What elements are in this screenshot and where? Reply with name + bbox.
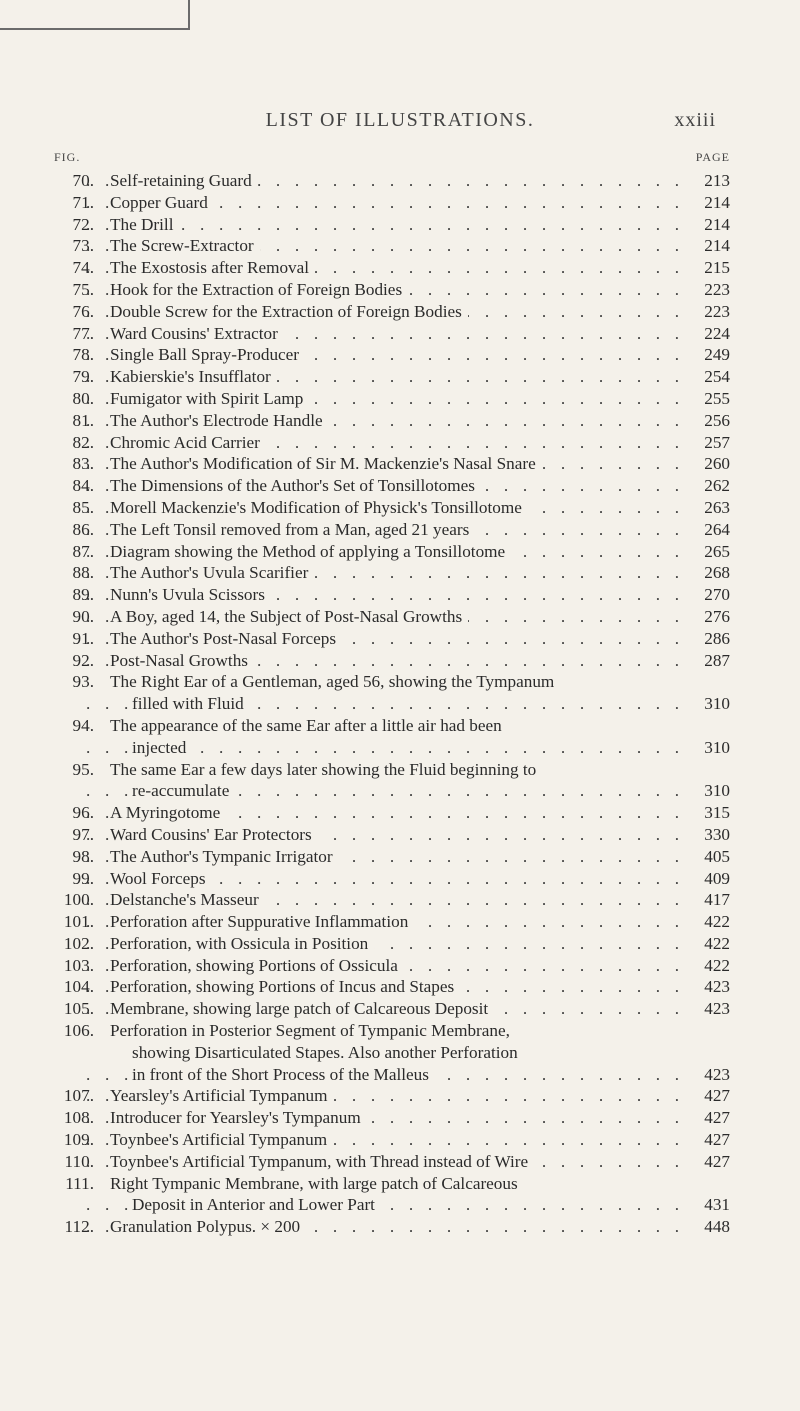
entry-line	[110, 802, 730, 824]
figure-caption: The Exostosis after Removal	[110, 258, 315, 277]
list-item	[54, 650, 730, 672]
figure-caption: Perforation in Posterior Segment of Tympanic Membrane,	[110, 1021, 516, 1040]
list-item	[54, 584, 730, 606]
page-reference: 409	[690, 868, 730, 890]
figure-caption: Wool Forceps	[110, 869, 212, 888]
page-reference: 287	[690, 650, 730, 672]
list-item	[54, 606, 730, 628]
list-item	[54, 170, 730, 192]
entry-line	[110, 432, 730, 454]
figure-number: 105.	[63, 999, 94, 1019]
list-item	[54, 976, 730, 998]
figure-number: 96.	[72, 803, 94, 823]
figure-caption: Morell Mackenzie's Modification of Physick's Tonsillotome	[110, 498, 528, 517]
list-item	[54, 323, 730, 345]
page-reference: 254	[690, 366, 730, 388]
page-reference: 213	[690, 170, 730, 192]
page-reference: 310	[690, 780, 730, 802]
page-reference: 427	[690, 1085, 730, 1107]
figure-caption: Delstanche's Masseur	[110, 890, 265, 909]
figure-number: 100.	[63, 890, 94, 910]
entry-line	[110, 170, 730, 192]
list-item	[54, 192, 730, 214]
figure-caption: Post-Nasal Growths	[110, 651, 254, 670]
list-item	[54, 1216, 730, 1238]
entry-line	[110, 519, 730, 541]
entry-line	[110, 715, 730, 737]
figure-number: 109.	[63, 1130, 94, 1150]
figure-caption: Toynbee's Artificial Tympanum, with Thread instead of Wire	[110, 1152, 534, 1171]
entry-line	[110, 497, 730, 519]
list-item	[54, 998, 730, 1020]
list-item	[54, 366, 730, 388]
figure-number: 88.	[72, 563, 94, 583]
figure-number: 71.	[72, 192, 94, 212]
list-item	[54, 846, 730, 868]
page-reference: 422	[690, 933, 730, 955]
page-reference: 422	[690, 955, 730, 977]
entry-line	[110, 911, 730, 933]
entry-line	[110, 1151, 730, 1173]
list-item	[54, 279, 730, 301]
figure-number: 82.	[72, 432, 94, 452]
entry-line	[110, 584, 730, 606]
figure-number: 77.	[72, 323, 94, 343]
list-item	[54, 344, 730, 366]
page-reference: 427	[690, 1151, 730, 1173]
entry-line	[110, 1085, 730, 1107]
figure-number: 108.	[63, 1108, 94, 1128]
figure-number: 94.	[72, 715, 94, 735]
entry-line	[110, 1107, 730, 1129]
page-reference: 315	[690, 802, 730, 824]
figure-number: 93.	[72, 672, 94, 692]
figure-caption: The appearance of the same Ear after a little air had been	[110, 716, 508, 735]
entry-line	[110, 366, 730, 388]
page-reference: 256	[690, 410, 730, 432]
list-item	[54, 475, 730, 497]
entry-line	[110, 998, 730, 1020]
page-number: xxiii	[674, 109, 716, 131]
figure-caption: Chromic Acid Carrier	[110, 433, 266, 452]
entry-line	[110, 759, 730, 781]
list-item	[54, 453, 730, 475]
list-item	[54, 214, 730, 236]
entry-line	[110, 301, 730, 323]
entry-line	[110, 1173, 730, 1195]
page-reference: 310	[690, 737, 730, 759]
figure-caption: injected	[132, 738, 192, 757]
list-item	[54, 1129, 730, 1151]
entry-line	[132, 780, 730, 802]
page-reference: 422	[690, 911, 730, 933]
entry-line	[110, 824, 730, 846]
figure-number: 80.	[72, 388, 94, 408]
entry-line	[110, 279, 730, 301]
figure-number: 83.	[72, 454, 94, 474]
list-item	[54, 824, 730, 846]
figure-caption: in front of the Short Process of the Malleus	[132, 1065, 435, 1084]
figure-caption: Toynbee's Artificial Tympanum	[110, 1130, 333, 1149]
figure-caption: Perforation, showing Portions of Ossicula	[110, 956, 404, 975]
figure-caption: Right Tympanic Membrane, with large patch of Calcareous	[110, 1174, 524, 1193]
figure-number: 87.	[72, 541, 94, 561]
figure-number: 92.	[72, 650, 94, 670]
page-reference: 417	[690, 889, 730, 911]
entry-line	[110, 868, 730, 890]
list-item	[54, 759, 730, 803]
figure-number: 89.	[72, 585, 94, 605]
list-item	[54, 432, 730, 454]
page-reference: 249	[690, 344, 730, 366]
figure-number: 86.	[72, 519, 94, 539]
list-item	[54, 1173, 730, 1217]
page-reference: 214	[690, 192, 730, 214]
list-item	[54, 541, 730, 563]
entry-line	[110, 1020, 730, 1042]
page-reference: 448	[690, 1216, 730, 1238]
figure-number: 74.	[72, 258, 94, 278]
list-item	[54, 1107, 730, 1129]
page-reference: 405	[690, 846, 730, 868]
list-item	[54, 802, 730, 824]
figure-number: 91.	[72, 628, 94, 648]
figure-caption: The Drill	[110, 215, 179, 234]
figure-number: 73.	[72, 236, 94, 256]
page-reference: 310	[690, 693, 730, 715]
page-reference: 270	[690, 584, 730, 606]
figure-number: 81.	[72, 410, 94, 430]
list-item	[54, 911, 730, 933]
scan-border-line	[0, 28, 190, 30]
page-reference: 223	[690, 279, 730, 301]
page-reference: 255	[690, 388, 730, 410]
page-reference: 268	[690, 562, 730, 584]
figure-caption: Granulation Polypus. × 200	[110, 1217, 306, 1236]
figure-caption: filled with Fluid	[132, 694, 250, 713]
entry-line	[110, 323, 730, 345]
figure-number: 78.	[72, 345, 94, 365]
figure-caption: Fumigator with Spirit Lamp	[110, 389, 309, 408]
page-reference: 224	[690, 323, 730, 345]
figure-number: 95.	[72, 759, 94, 779]
entry-line	[110, 976, 730, 998]
figure-number: 76.	[72, 301, 94, 321]
entry-line	[132, 693, 730, 715]
page-reference: 431	[690, 1194, 730, 1216]
entry-line	[110, 541, 730, 563]
figure-number: 111.	[65, 1173, 94, 1193]
entry-line	[110, 933, 730, 955]
page-reference: 263	[690, 497, 730, 519]
entry-line	[110, 235, 730, 257]
entry-line	[110, 192, 730, 214]
entry-line	[110, 410, 730, 432]
entry-line	[110, 475, 730, 497]
figure-number: 110.	[64, 1151, 94, 1171]
scan-border-line	[188, 0, 190, 29]
list-item	[54, 1085, 730, 1107]
list-item	[54, 301, 730, 323]
figure-caption: A Boy, aged 14, the Subject of Post-Nasal Growths	[110, 607, 468, 626]
list-item	[54, 628, 730, 650]
entry-line	[110, 671, 730, 693]
figure-caption: Hook for the Extraction of Foreign Bodies	[110, 280, 408, 299]
page-reference: 214	[690, 214, 730, 236]
running-header	[0, 109, 800, 139]
page-reference: 276	[690, 606, 730, 628]
list-item	[54, 671, 730, 715]
entry-line	[110, 453, 730, 475]
list-item	[54, 410, 730, 432]
figure-caption: The Author's Post-Nasal Forceps	[110, 629, 342, 648]
figure-caption: The Author's Electrode Handle	[110, 411, 329, 430]
figure-caption: Introducer for Yearsley's Tympanum	[110, 1108, 367, 1127]
figure-caption: Copper Guard	[110, 193, 214, 212]
entry-line	[110, 606, 730, 628]
entry-line	[110, 846, 730, 868]
page-title: LIST OF ILLUSTRATIONS.	[265, 109, 535, 131]
figure-number: 90.	[72, 606, 94, 626]
entry-line	[110, 1216, 730, 1238]
figure-caption: The Dimensions of the Author's Set of Tonsillotomes	[110, 476, 481, 495]
figure-number: 75.	[72, 279, 94, 299]
list-item	[54, 1020, 730, 1085]
entry-line	[110, 388, 730, 410]
entry-line	[110, 562, 730, 584]
entry-line	[110, 889, 730, 911]
figure-caption: Perforation, with Ossicula in Position	[110, 934, 374, 953]
entry-line	[132, 1064, 730, 1086]
list-item	[54, 868, 730, 890]
illustrations-list	[54, 170, 730, 1238]
list-item	[54, 933, 730, 955]
figure-caption: The Right Ear of a Gentleman, aged 56, showing the Tympanum	[110, 672, 560, 691]
figure-caption: re-accumulate	[132, 781, 235, 800]
figure-number: 106.	[63, 1021, 94, 1041]
figure-number: 101.	[63, 912, 94, 932]
entry-line	[110, 628, 730, 650]
entry-line	[132, 737, 730, 759]
figure-caption: The Screw-Extractor	[110, 236, 260, 255]
figure-number: 98.	[72, 846, 94, 866]
page-reference: 286	[690, 628, 730, 650]
entry-line	[110, 344, 730, 366]
list-item	[54, 235, 730, 257]
figure-caption: Membrane, showing large patch of Calcareous Deposit	[110, 999, 494, 1018]
entry-line	[110, 650, 730, 672]
entry-line	[132, 1042, 730, 1064]
list-item	[54, 715, 730, 759]
page-reference: 223	[690, 301, 730, 323]
figure-caption: The Left Tonsil removed from a Man, aged 21 years	[110, 520, 475, 539]
column-headers	[54, 150, 730, 170]
figure-number: 85.	[72, 497, 94, 517]
figure-caption: The same Ear a few days later showing the Fluid beginning to	[110, 760, 542, 779]
figure-caption: A Myringotome	[110, 803, 226, 822]
page-reference: 257	[690, 432, 730, 454]
figure-number: 112.	[64, 1217, 94, 1237]
list-item	[54, 1151, 730, 1173]
page-reference: 427	[690, 1129, 730, 1151]
figure-number: 107.	[63, 1086, 94, 1106]
figure-number: 104.	[63, 977, 94, 997]
figure-number: 72.	[72, 214, 94, 234]
figure-caption: The Author's Modification of Sir M. Mackenzie's Nasal Snare	[110, 454, 542, 473]
page-reference: 423	[690, 1064, 730, 1086]
figure-caption: Nunn's Uvula Scissors	[110, 585, 271, 604]
figure-caption: Ward Cousins' Extractor	[110, 324, 284, 343]
figure-number: 99.	[72, 868, 94, 888]
figure-number: 84.	[72, 476, 94, 496]
entry-line	[110, 955, 730, 977]
entry-line	[110, 1129, 730, 1151]
list-item	[54, 257, 730, 279]
list-item	[54, 519, 730, 541]
page-reference: 260	[690, 453, 730, 475]
page-reference: 427	[690, 1107, 730, 1129]
list-item	[54, 889, 730, 911]
figure-number: 97.	[72, 824, 94, 844]
figure-caption: Self-retaining Guard	[110, 171, 258, 190]
figure-caption: Diagram showing the Method of applying a Tonsillotome	[110, 542, 511, 561]
figure-caption: showing Disarticulated Stapes. Also another Perforation	[132, 1043, 524, 1062]
figure-caption: Kabierskie's Insufflator	[110, 367, 277, 386]
fig-column-header: FIG.	[54, 150, 81, 164]
page-reference: 265	[690, 541, 730, 563]
figure-number: 70.	[72, 171, 94, 190]
figure-caption: Perforation after Suppurative Inflammation	[110, 912, 414, 931]
figure-caption: Yearsley's Artificial Tympanum	[110, 1086, 334, 1105]
figure-number: 103.	[63, 955, 94, 975]
figure-caption: The Author's Tympanic Irrigator	[110, 847, 339, 866]
figure-caption: Single Ball Spray-Producer	[110, 345, 305, 364]
figure-number: 79.	[72, 367, 94, 387]
entry-line	[110, 257, 730, 279]
page-reference: 264	[690, 519, 730, 541]
list-item	[54, 955, 730, 977]
entry-line	[132, 1194, 730, 1216]
figure-caption: The Author's Uvula Scarifier	[110, 563, 314, 582]
page-reference: 262	[690, 475, 730, 497]
page-reference: 423	[690, 998, 730, 1020]
figure-number: 102.	[63, 933, 94, 953]
figure-caption: Perforation, showing Portions of Incus and Stapes	[110, 977, 460, 996]
list-item	[54, 562, 730, 584]
figure-caption: Ward Cousins' Ear Protectors	[110, 825, 318, 844]
figure-caption: Deposit in Anterior and Lower Part	[132, 1195, 381, 1214]
list-item	[54, 388, 730, 410]
page-reference: 423	[690, 976, 730, 998]
page-column-header: PAGE	[695, 150, 730, 164]
page-reference: 214	[690, 235, 730, 257]
page-reference: 330	[690, 824, 730, 846]
page-reference: 215	[690, 257, 730, 279]
entry-line	[110, 214, 730, 236]
list-item	[54, 497, 730, 519]
figure-caption: Double Screw for the Extraction of Foreign Bodies	[110, 302, 468, 321]
